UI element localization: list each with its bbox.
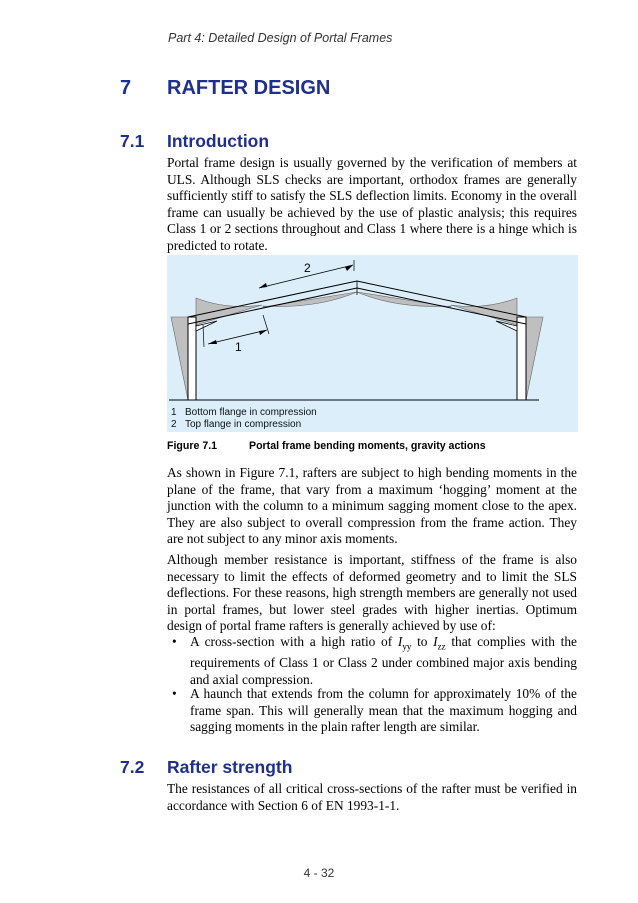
section-7-1-number: 7.1 (120, 131, 145, 151)
bending-moment-diagram (167, 255, 578, 432)
dimension-2-label: 2 (304, 261, 311, 275)
legend-item-1: 1 Bottom flange in compression (171, 407, 317, 418)
stiffness-paragraph: Although member resistance is important, stiffness of the frame is also necessary to limit the effects of deformed geometry and to limit the SLS deflections. For these reasons, high strength members are generally not used in portal frames, but lower steel grades with higher inertias. Optimum design of portal frame rafters is generally achieved by use of: (167, 552, 577, 633)
figure-caption: Figure 7.1 Portal frame bending moments, gravity actions (167, 440, 486, 452)
section-7-1-title: Introduction (167, 131, 270, 151)
bullet-cross-section: • A cross-section with a high ratio of $I_{yy}$ to $I_{zz}$ that complies with the requirements of Class 1 or Class 2 under combined major axis bending and axial compression. (172, 634, 577, 687)
chapter-number: 7 (120, 77, 132, 99)
left-column (188, 317, 196, 400)
legend-item-2: 2 Top flange in compression (171, 419, 302, 430)
dimension-1-label: 1 (235, 340, 242, 354)
right-hogging-moment (451, 298, 517, 325)
dimension-1-arrow-left (208, 340, 217, 344)
right-column-moment (526, 317, 543, 400)
dimension-1-arrow-right (259, 330, 267, 335)
left-hogging-moment (196, 298, 262, 325)
rafter-moments-paragraph: As shown in Figure 7.1, rafters are subject to high bending moments in the plane of the frame, that vary from a maximum ‘hogging’ moment at the junction with the column to a minimum sagging moment close to the apex. They are also subject to overall compression from the frame action. They are not subject to any minor axis moments. (167, 465, 577, 546)
chapter-title: RAFTER DESIGN (167, 77, 331, 99)
running-header: Part 4: Detailed Design of Portal Frames (168, 31, 393, 45)
intro-paragraph: Portal frame design is usually governed by the verification of members at ULS. Although SLS checks are important, orthodox frames are generally sufficiently stiff to satisfy the SLS deflection limits. Economy in the overall frame can usually be achieved by the use of plastic analysis; this requires Class 1 or 2 sections throughout and Class 1 where there is a hinge which is predicted to rotate. (167, 155, 577, 253)
dimension-2-arrow-left (259, 283, 267, 288)
bullet-icon: • (172, 634, 177, 649)
portal-frame-figure (167, 255, 578, 432)
rafter-strength-paragraph: The resistances of all critical cross-sections of the rafter must be verified in accordance with Section 6 of EN 1993-1-1. (167, 781, 577, 813)
bullet-icon: • (172, 686, 177, 701)
left-column-moment (171, 317, 188, 400)
dimension-1-tick-left (203, 325, 204, 347)
section-7-2-title: Rafter strength (167, 757, 293, 777)
right-column (517, 317, 526, 400)
page-number: 4 - 32 (303, 866, 335, 880)
section-7-2-number: 7.2 (120, 757, 145, 777)
bullet-haunch: • A haunch that extends from the column for approximately 10% of the frame span. This will generally mean that the maximum hogging and sagging moments in the plain rafter length are similar. (172, 686, 577, 734)
